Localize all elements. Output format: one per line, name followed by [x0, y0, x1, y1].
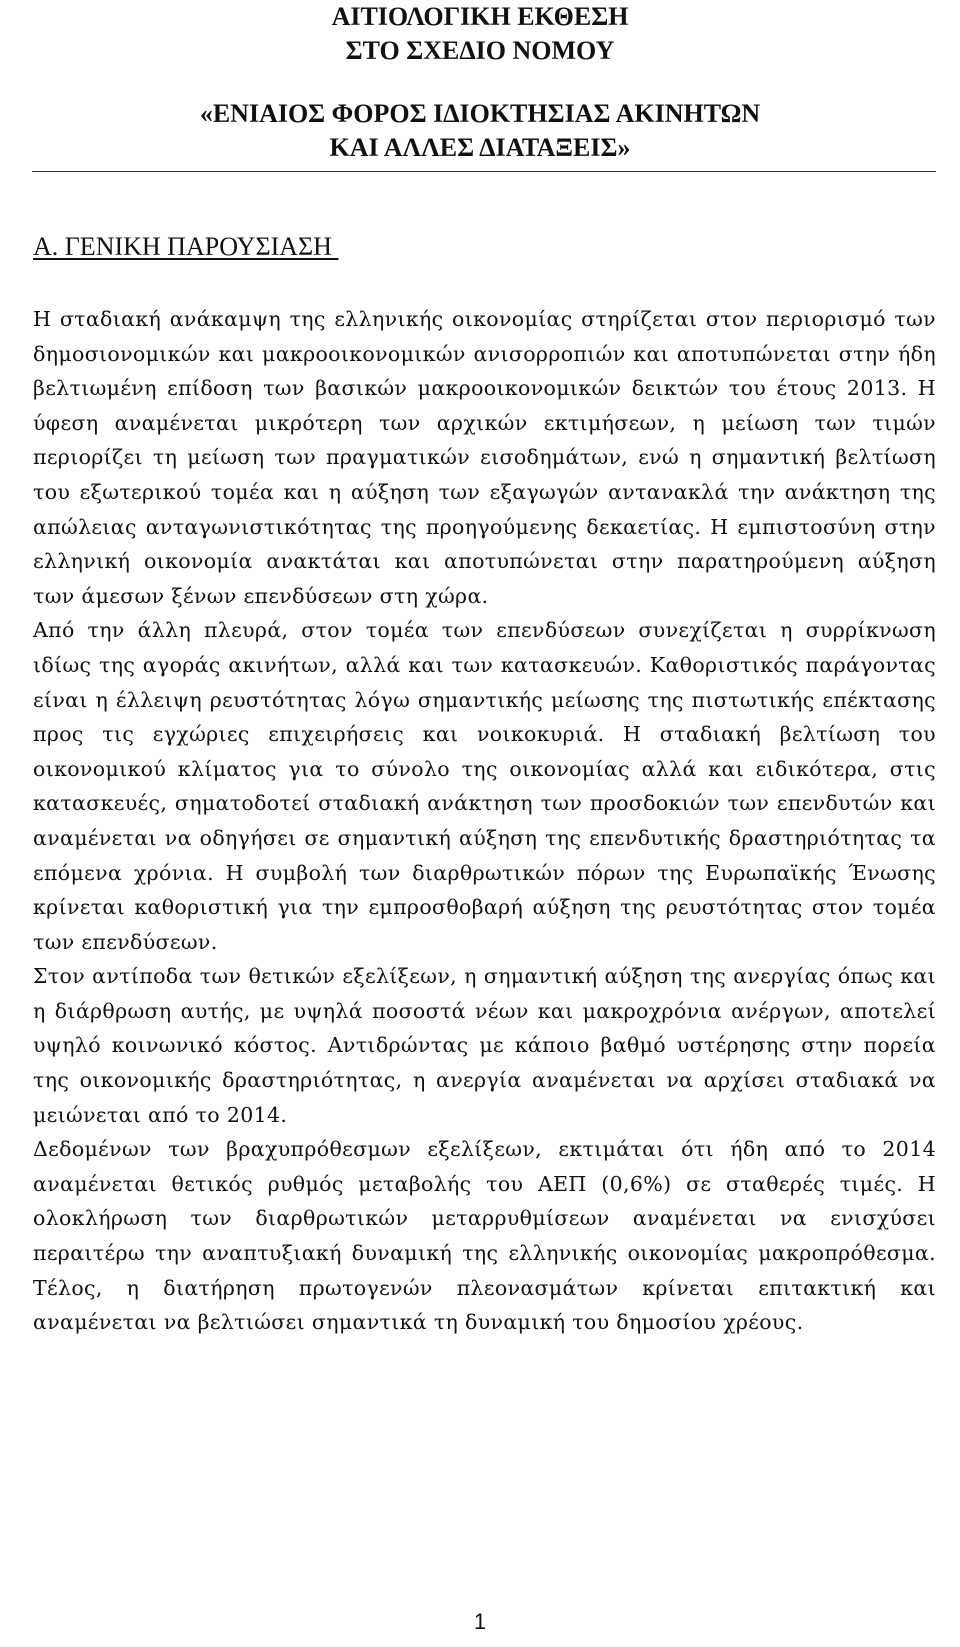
paragraph-3: Στον αντίποδα των θετικών εξελίξεων, η σημαντική αύξηση της ανεργίας όπως και η διάρθρωση αυτής, με υψηλά ποσοστά νέων και μακροχρόνια ανέργων, αποτελεί υψηλό κοινωνικό κόστος. Αντιδρώντας με κάποιο βαθμό υστέρησης στην πορεία της οικονομικής δραστηριότητας, η ανεργία αναμένεται να αρχίσει σταδιακά να μειώνεται από το 2014. [33, 964, 936, 1127]
bill-title-line-2: ΚΑΙ ΑΛΛΕΣ ΔΙΑΤΑΞΕΙΣ» [329, 133, 631, 162]
report-title-line-1: ΑΙΤΙΟΛΟΓΙΚΗ ΕΚΘΕΣΗ [331, 2, 629, 31]
paragraph-2: Από την άλλη πλευρά, στον τομέα των επενδύσεων συνεχίζεται η συρρίκνωση ιδίως της αγοράς ακινήτων, αλλά και των κατασκευών. Καθοριστικός παράγοντας είναι η έλλειψη ρευστότητας λόγω σημαντικής μείωσης της πιστωτικής επέκτασης προς τις εγχώριες επιχειρήσεις και νοικοκυριά. Η σταδιακή βελτίωση του οικονομικού κλίματος για το σύνολο της οικονομίας αλλά και ειδικότερα, στις κατασκευές, σηματοδοτεί σταδιακή ανάκτηση των προσδοκιών των επενδυτών και αναμένεται να οδηγήσει σε σημαντική αύξηση της επενδυτικής δραστηριότητας τα επόμενα χρόνια. Η συμβολή των διαρθρωτικών πόρων της Ευρωπαϊκής Ένωσης κρίνεται καθοριστική για την εμπροσθοβαρή αύξηση της ρευστότητας στον τομέα των επενδύσεων. [33, 618, 936, 954]
paragraph-1: Η σταδιακή ανάκαμψη της ελληνικής οικονομίας στηρίζεται στον περιορισμό των δημοσιονομικών και μακροοικονομικών ανισορροπιών και αποτυπώνεται στην ήδη βελτιωμένη επίδοση των βασικών μακροοικονομικών δεικτών του έτους 2013. Η ύφεση αναμένεται μικρότερη των αρχικών εκτιμήσεων, η μείωση των τιμών περιορίζει τη μείωση των πραγματικών εισοδημάτων, ενώ η σημαντική βελτίωση του εξωτερικού τομέα και η αύξηση των εξαγωγών αντανακλά την ανάκτηση της απώλειας ανταγωνιστικότητας της προηγούμενης δεκαετίας. Η εμπιστοσύνη στην ελληνική οικονομία ανακτάται και αποτυπώνεται στην παρατηρούμενη αύξηση των άμεσων ξένων επενδύσεων στη χώρα. [33, 307, 936, 608]
paragraph-4: Δεδομένων των βραχυπρόθεσμων εξελίξεων, εκτιμάται ότι ήδη από το 2014 αναμένεται θετικός ρυθμός μεταβολής του ΑΕΠ (0,6%) σε σταθερές τιμές. Η ολοκλήρωση των διαρθρωτικών μεταρρυθμίσεων αναμένεται να ενισχύσει περαιτέρω την αναπτυξιακή δυναμική της ελληνικής οικονομίας μακροπρόθεσμα. Τέλος, η διατήρηση πρωτογενών πλεονασμάτων κρίνεται επιτακτική και αναμένεται να βελτιώσει σημαντικά τη δυναμική του δημοσίου χρέους. [33, 1137, 936, 1335]
page-number: 1 [473, 1609, 487, 1634]
header-divider [32, 171, 936, 172]
body-text [33, 302, 936, 1340]
report-title-line-2: ΣΤΟ ΣΧΕΔΙΟ ΝΟΜΟΥ [345, 36, 615, 65]
section-heading: Α. ΓΕΝΙΚΗ ΠΑΡΟΥΣΙΑΣΗ [33, 232, 339, 261]
bill-title-line-1: «ΕΝΙΑΙΟΣ ΦΟΡΟΣ ΙΔΙΟΚΤΗΣΙΑΣ ΑΚΙΝΗΤΩΝ [199, 99, 761, 128]
